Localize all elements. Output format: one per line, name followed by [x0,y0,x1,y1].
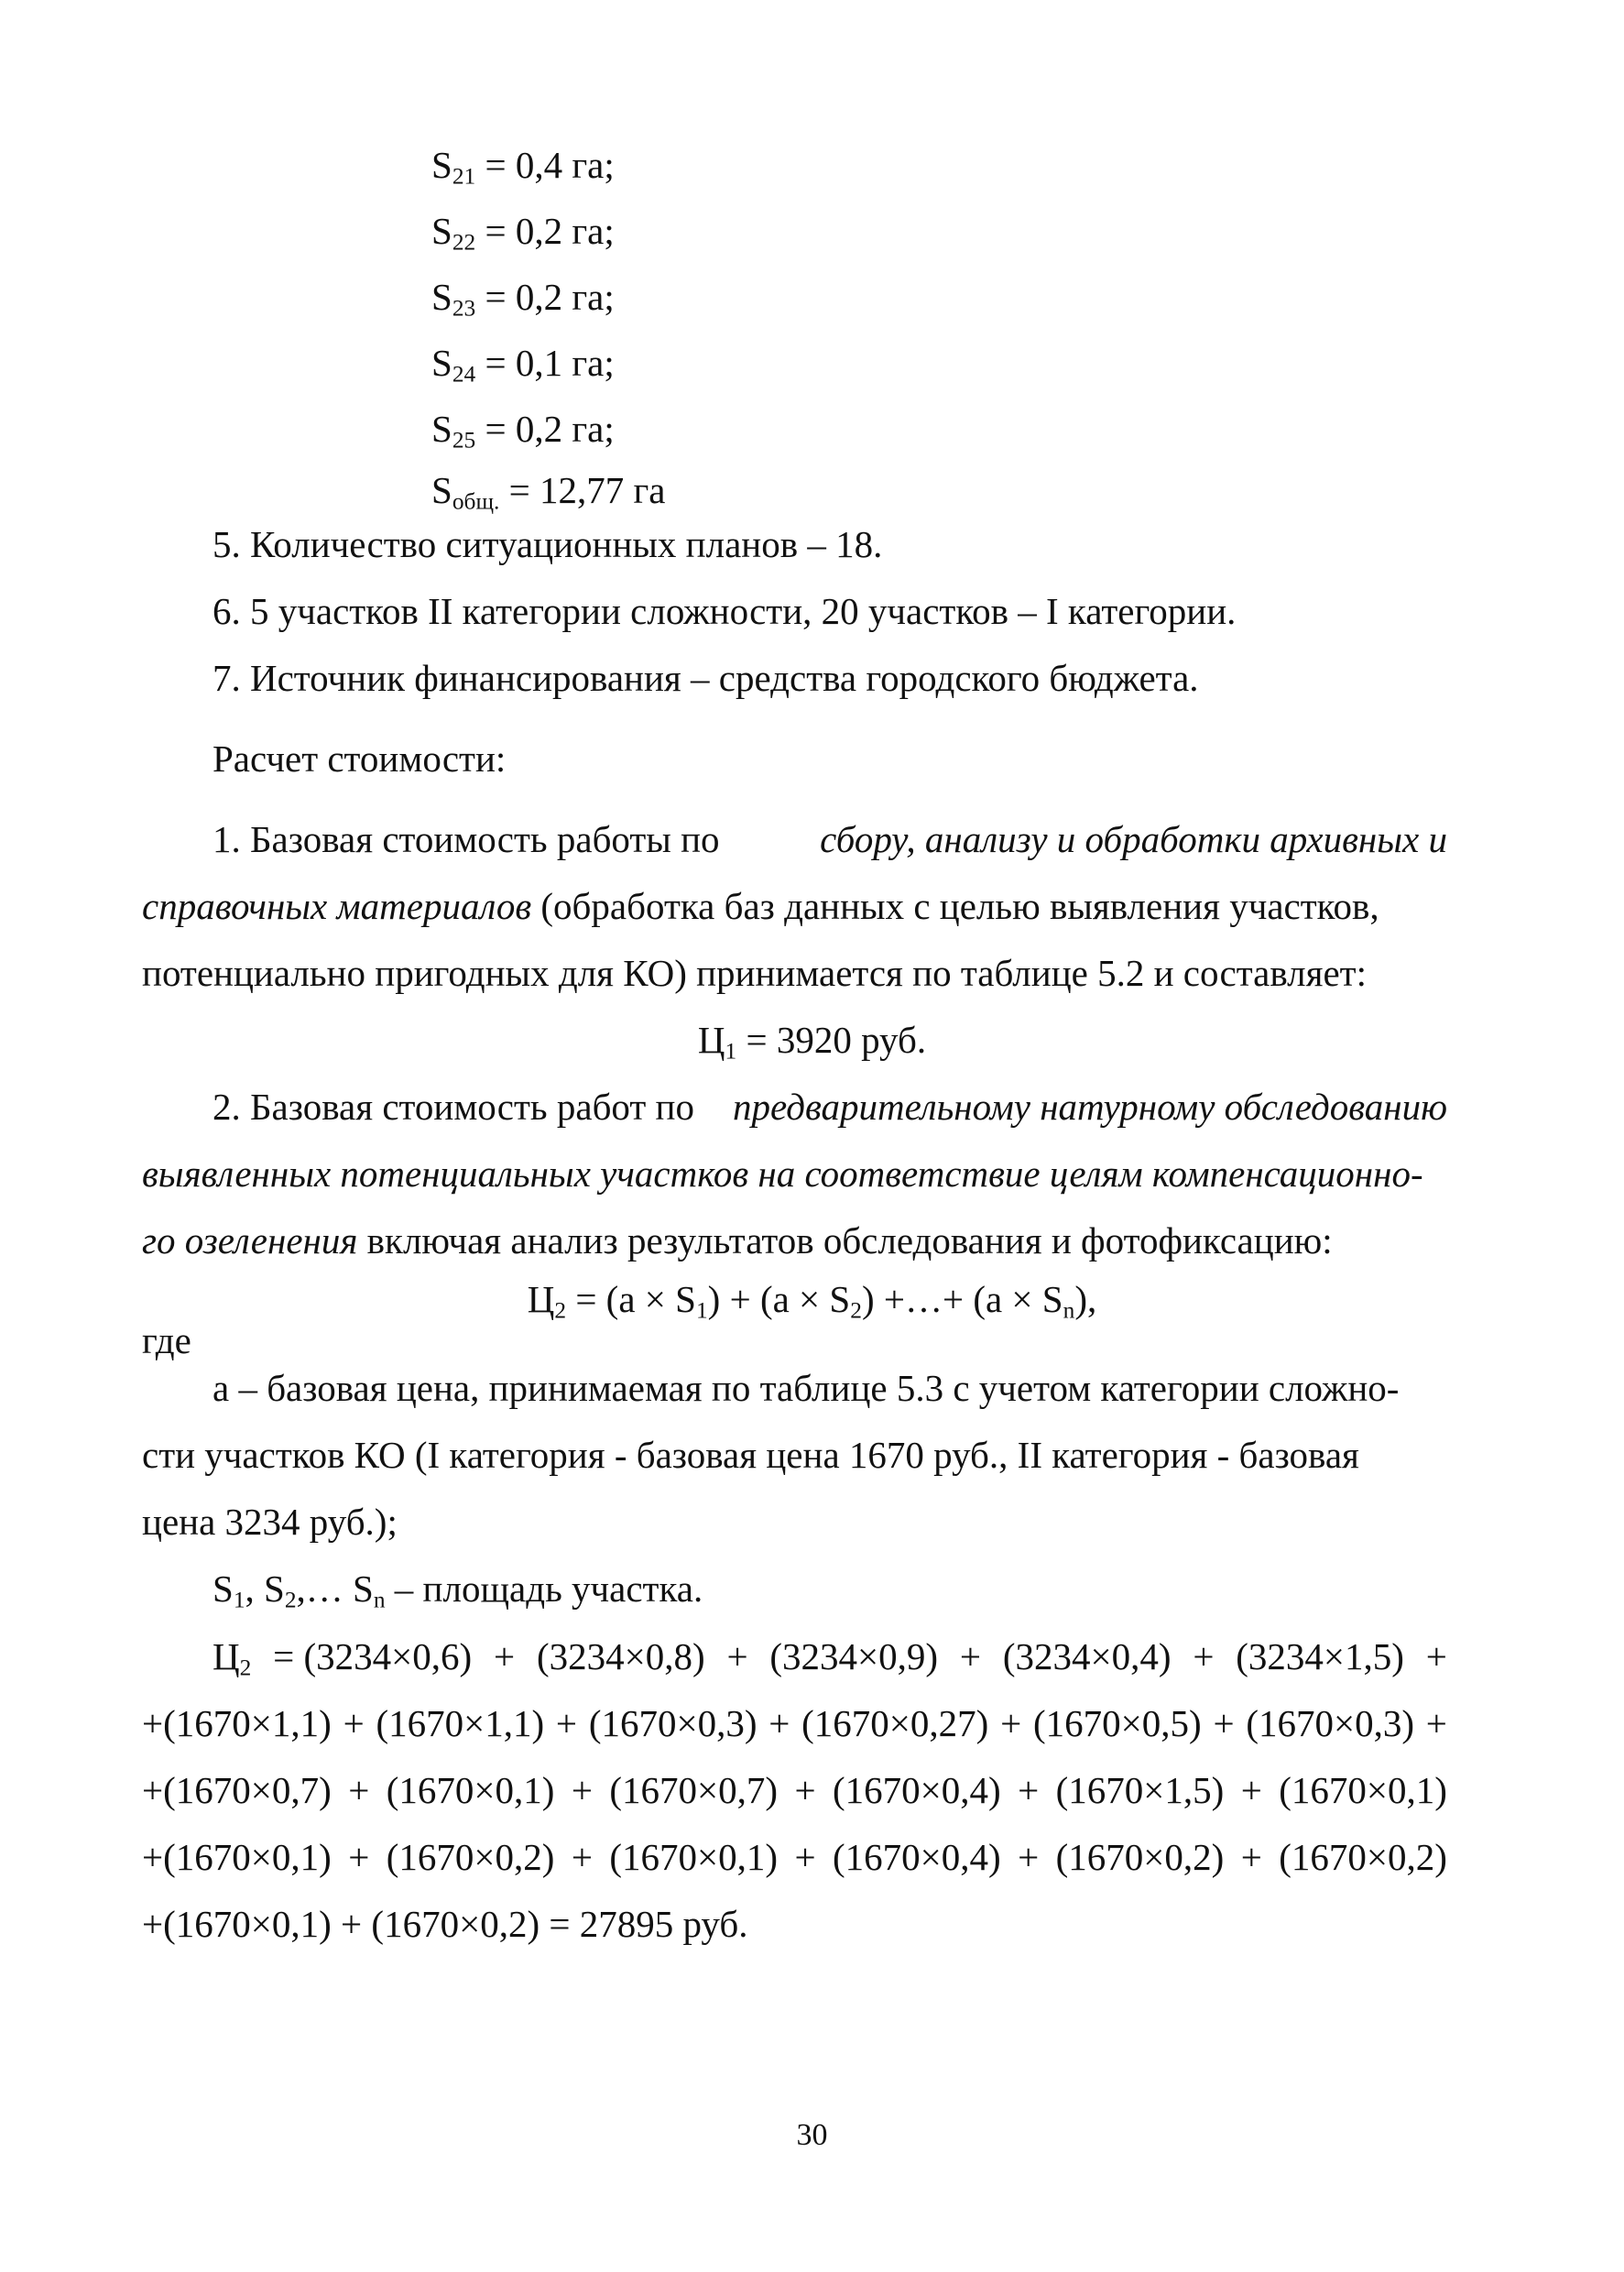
plus-sign: + [1240,1836,1262,1878]
calc-term: (3234×0,8) [536,1635,705,1677]
calc-term: (1670×0,27) [801,1702,989,1744]
a-def-line-3: цена 3234 руб.); [142,1501,398,1543]
p2-formula-s2: 2 [850,1297,862,1324]
plus-sign: + [343,1702,365,1744]
area-val: = 0,4 га; [475,144,615,186]
calc-row [142,1836,1447,1878]
calc-term: +(1670×0,7) [142,1769,332,1811]
calc-term: (3234×0,4) [1002,1635,1172,1677]
s-def-s1: 1 [233,1587,245,1613]
calc-row [142,1769,1447,1811]
plus-sign: + [1000,1702,1022,1744]
area-sub: 22 [452,229,476,256]
p1-line-3: потенциально пригодных для КО) принимается по таблице 5.2 и составляет: [142,952,1367,994]
p2-formula-s1: 1 [695,1297,708,1324]
calc-term: (1670×0,1) [609,1836,779,1878]
calc-term: (1670×0,3) [588,1702,758,1744]
p1-line-1-text: 1. Базовая стоимость работы по [213,818,729,860]
calc-row [142,1702,1447,1744]
area-sub: 24 [452,361,476,388]
calc-term: +(1670×1,1) [142,1702,332,1744]
p2-line-3-text: включая анализ результатов обследования и фотофиксацию: [357,1219,1333,1262]
item-6: 6. 5 участков II категории сложности, 20 участков – I категории. [213,590,1237,632]
area-sub: 21 [452,163,476,190]
calc-term: (1670×1,1) [376,1702,545,1744]
area-row [431,469,666,515]
plus-sign: + [1240,1769,1262,1811]
s-def-sep: , S [245,1567,285,1610]
area-row [431,342,615,388]
plus-sign: + [571,1836,593,1878]
page-number: 30 [796,2118,828,2152]
area-row [431,276,615,322]
plus-sign: + [959,1635,981,1677]
s-def-s2: 2 [284,1587,297,1613]
s-def-s: S [213,1567,234,1610]
item-5: 5. Количество ситуационных планов – 18. [213,523,883,565]
plus-sign: + [726,1635,748,1677]
p1-line-2 [142,885,1379,927]
s-def-rest: – площадь участка. [385,1567,703,1610]
calc-symbol-sub: 2 [239,1655,252,1681]
p2-line-2: выявленных потенциальных участков на соответствие целям компенсационно- [142,1152,1423,1195]
calc-term: (1670×0,2) [1279,1836,1447,1878]
calc-term: (3234×0,9) [769,1635,939,1677]
p2-formula-t3: ) +…+ (a × S [861,1278,1063,1320]
p2-line-3-italic: го озеленения [142,1219,358,1262]
p2-line-1-text: 2. Базовая стоимость работ по [213,1086,704,1128]
p1-formula-sub: 1 [725,1038,737,1065]
plus-sign: + [1018,1836,1040,1878]
plus-sign: + [1425,1635,1447,1677]
calc-term: (1670×0,2) [1055,1836,1225,1878]
p1-line-1 [213,818,1447,860]
calc-term: (1670×0,3) [1246,1702,1415,1744]
p2-formula-t4: ), [1074,1278,1097,1320]
calc-term: (1670×0,1) [1279,1769,1447,1811]
calc-row [213,1635,1447,1681]
p1-line-2-text: (обработка баз данных с целью выявления участков, [531,885,1379,927]
area-val: = 0,2 га; [475,210,615,252]
p1-line-2-italic: справочных материалов [142,885,532,927]
calc-term: (3234×1,5) [1236,1635,1404,1677]
plus-sign: + [768,1702,790,1744]
p2-line-3 [142,1219,1333,1262]
p1-line-1-italic: сбору, анализу и обработки архивных и [820,818,1447,860]
area-sym: S [431,144,452,186]
area-sym: S [431,408,452,450]
calc-term: (1670×0,4) [833,1836,1001,1878]
calc-last-row: +(1670×0,1) + (1670×0,2) = 27895 руб. [142,1903,748,1945]
p2-line-1-italic: предварительному натурному обследованию [733,1086,1447,1128]
area-sub: 25 [452,427,476,453]
area-sym: S [431,210,452,252]
plus-sign: + [348,1836,370,1878]
calc-symbol [213,1635,252,1681]
area-row [431,210,615,256]
plus-sign: + [1018,1769,1040,1811]
plus-sign: + [571,1769,593,1811]
plus-sign: + [794,1769,816,1811]
area-sub: 23 [452,295,476,322]
area-val: = 0,1 га; [475,342,615,384]
area-sym: S [431,276,452,318]
s-def-sn: n [373,1587,386,1613]
p1-formula-val: = 3920 руб. [736,1019,927,1061]
plus-sign: + [555,1702,578,1744]
area-val: = 0,2 га; [475,408,615,450]
area-sym: S [431,469,452,511]
item-7: 7. Источник финансирования – средства городского бюджета. [213,657,1199,699]
p2-formula [0,1278,1624,1324]
calc-term: (1670×0,2) [386,1836,555,1878]
plus-sign: + [494,1635,516,1677]
calc-term: (1670×0,4) [833,1769,1001,1811]
calc-term: (1670×0,5) [1033,1702,1202,1744]
calc-symbol-letter: Ц [213,1635,240,1677]
p2-line-1 [213,1088,1447,1126]
area-val: = 0,2 га; [475,276,615,318]
where-label: где [142,1319,191,1361]
area-val: = 12,77 га [499,469,666,511]
calc-term: (1670×0,7) [609,1769,779,1811]
plus-sign: + [1213,1702,1235,1744]
p1-formula-sym: Ц [697,1019,725,1061]
p2-formula-sym: Ц [527,1278,555,1320]
calc-term: (1670×1,5) [1055,1769,1225,1811]
s-def [213,1567,703,1613]
plus-sign: + [1425,1702,1447,1744]
plus-sign: + [1193,1635,1215,1677]
p2-formula-t1: = (a × S [566,1278,696,1320]
calc-term: +(1670×0,1) [142,1836,332,1878]
s-def-dots: ,… S [296,1567,374,1610]
calc-heading: Расчет стоимости: [213,737,507,780]
area-row [431,408,615,453]
p2-formula-t2: ) + (a × S [707,1278,851,1320]
calc-term: (1670×0,1) [386,1769,555,1811]
p1-formula [0,1019,1624,1065]
plus-sign: + [794,1836,816,1878]
p2-formula-sn: n [1063,1297,1075,1324]
a-def-line-2: сти участков КО (I категория - базовая цена 1670 руб., II категория - базовая [142,1434,1359,1476]
plus-sign: + [348,1769,370,1811]
area-sym: S [431,342,452,384]
p2-formula-sub: 2 [554,1297,567,1324]
area-row [431,144,615,190]
calc-term: = (3234×0,6) [273,1635,473,1677]
a-def-line-1: а – базовая цена, принимаемая по таблице 5.3 с учетом категории сложно- [213,1367,1400,1409]
area-sub: общ. [452,488,500,515]
